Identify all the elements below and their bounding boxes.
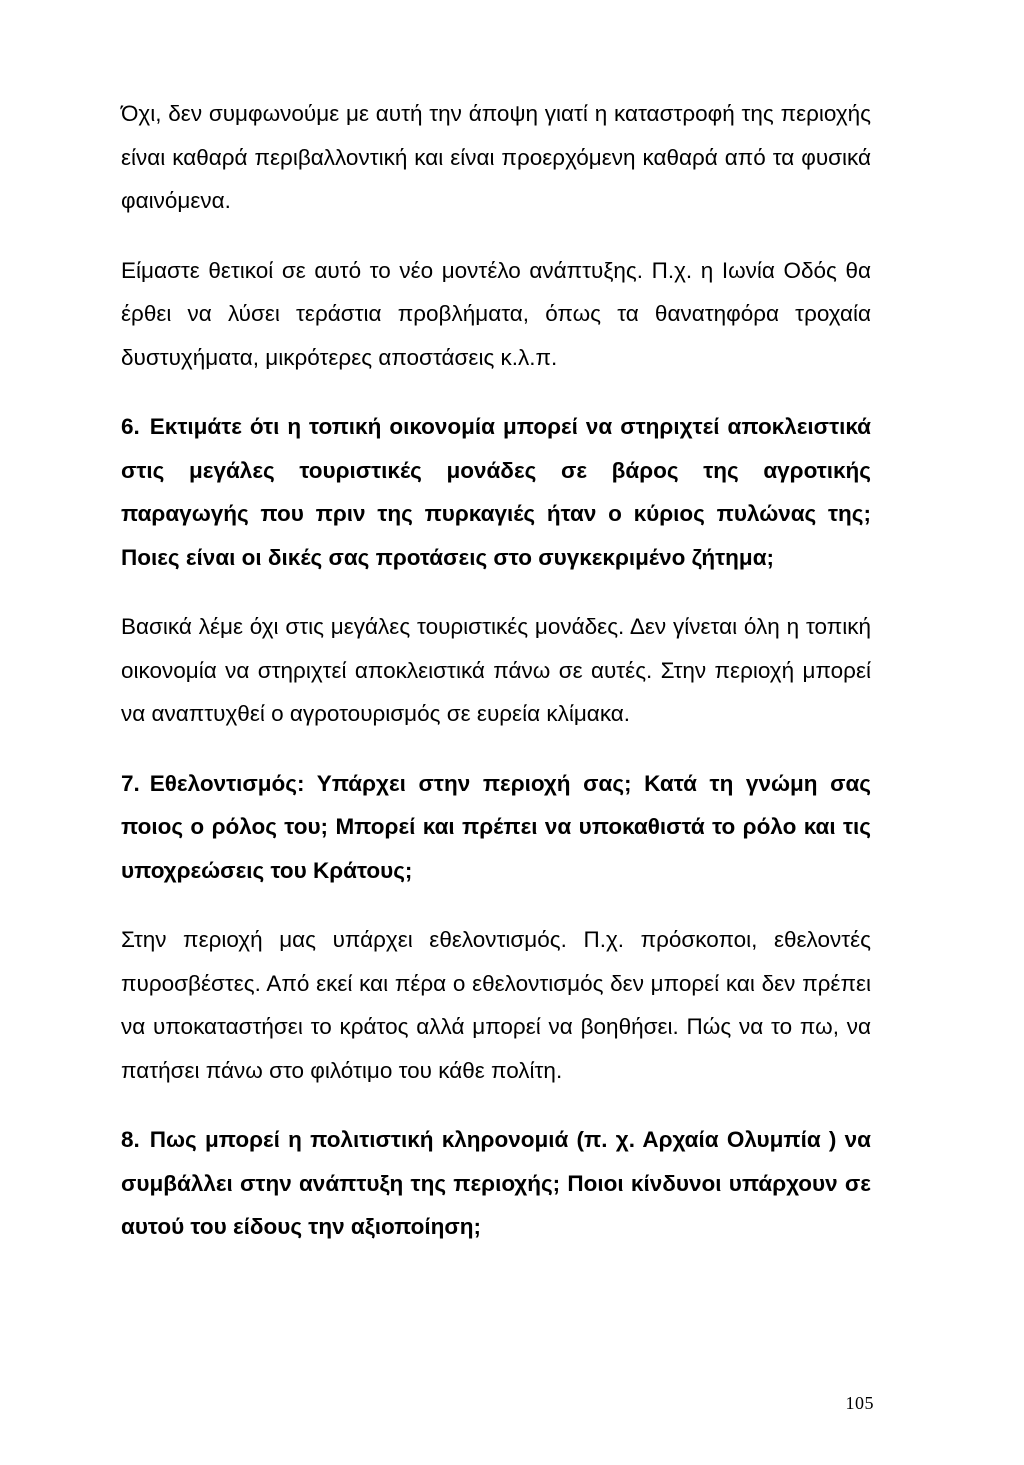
paragraph-text: Είμαστε θετικοί σε αυτό το νέο μοντέλο ανάπτυξης. Π.χ. η Ιωνία Οδός θα έρθει να λύσει τεράστια προβλήματα, όπως τα θανατηφόρα τροχαία δυστυχήματα, μικρότερες αποστάσεις κ.λ.π. [121,257,871,370]
answer-paragraph [121,918,871,1092]
question-text: Εθελοντισμός: Υπάρχει στην περιοχή σας; Κατά τη γνώμη σας ποιος ο ρόλος του; Μπορεί και πρέπει να υποκαθιστά το ρόλο και τις υποχρεώσεις του Κράτους; [121,770,871,883]
question-paragraph [121,1118,871,1249]
page-number: 105 [845,1393,874,1413]
paragraph-text: Όχι, δεν συμφωνούμε με αυτή την άποψη γιατί η καταστροφή της περιοχής είναι καθαρά περιβαλλοντική και είναι προερχόμενη καθαρά από τα φυσικά φαινόμενα. [121,101,871,213]
question-number: 7. [121,770,140,796]
answer-paragraph [121,92,871,223]
question-paragraph [121,405,871,579]
paragraph-text: Βασικά λέμε όχι στις μεγάλες τουριστικές μονάδες. Δεν γίνεται όλη η τοπική οικονομία να στηριχτεί αποκλειστικά πάνω σε αυτές. Στην περιοχή μπορεί να αναπτυχθεί ο αγροτουρισμός σε ευρεία κλίμακα. [121,614,871,726]
answer-paragraph [121,249,871,380]
page-body [121,92,871,1275]
paragraph-text: Στην περιοχή μας υπάρχει εθελοντισμός. Π.χ. πρόσκοποι, εθελοντές πυροσβέστες. Από εκεί και πέρα ο εθελοντισμός δεν μπορεί και δεν πρέπει να υποκαταστήσει το κράτος αλλά μπορεί να βοηθήσει. Πώς να το πω, να πατήσει πάνω στο φιλότιμο του κάθε πολίτη. [121,927,871,1083]
question-text: Εκτιμάτε ότι η τοπική οικονομία μπορεί να στηριχτεί αποκλειστικά στις μεγάλες τουριστικές μονάδες σε βάρος της αγροτικής παραγωγής που πριν της πυρκαγιές ήταν ο κύριος πυλώνας της; Ποιες είναι οι δικές σας προτάσεις στο συγκεκριμένο ζήτημα; [121,414,871,570]
question-paragraph [121,762,871,893]
question-number: 6. [121,414,140,439]
question-number: 8. [121,1127,140,1152]
question-text: Πως μπορεί η πολιτιστική κληρονομιά (π. χ. Αρχαία Ολυμπία ) να συμβάλλει στην ανάπτυξη της περιοχής; Ποιοι κίνδυνοι υπάρχουν σε αυτού του είδους την αξιοποίηση; [121,1127,871,1239]
answer-paragraph [121,605,871,736]
